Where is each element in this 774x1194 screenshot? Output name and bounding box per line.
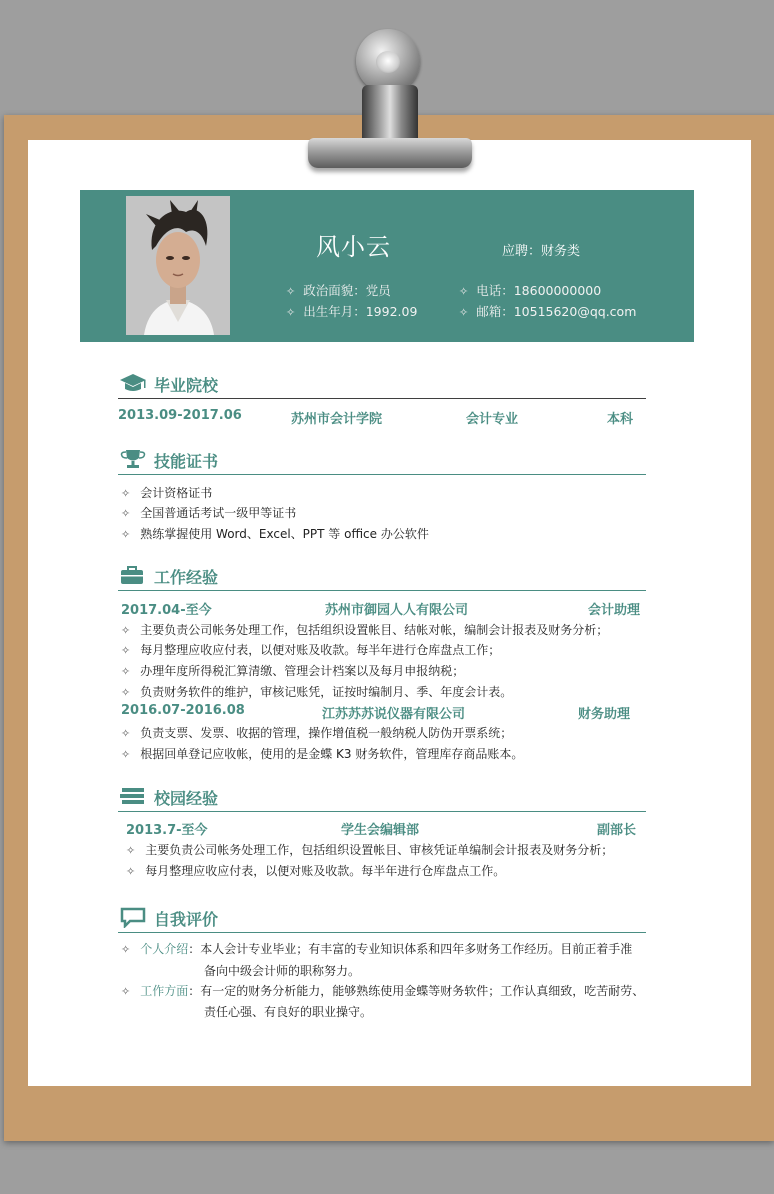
- sparkle-bullet-icon: ✧: [121, 727, 131, 740]
- applied-position: 应聘：财务类: [502, 244, 581, 259]
- job-duty: ✧ 每月整理应收应付表，以便对账及收款。每半年进行仓库盘点工作；: [121, 643, 501, 657]
- work-section-title: 工作经验: [118, 562, 646, 591]
- campus-org: 学生会编辑部: [341, 823, 420, 838]
- job-role: 会计助理: [588, 603, 641, 618]
- sparkle-bullet-icon: ✧: [126, 844, 136, 857]
- job-company: 苏州市御园人人有限公司: [325, 603, 469, 618]
- sparkle-bullet-icon: ✧: [121, 624, 131, 637]
- job-period: 2017.04-至今: [121, 603, 212, 618]
- campus-duty: ✧ 每月整理应收应付表，以便对账及收款。每半年进行仓库盘点工作。: [126, 864, 506, 878]
- education-period: 2013.09-2017.06: [118, 408, 242, 423]
- sparkle-bullet-icon: ✧: [286, 306, 296, 319]
- sparkle-bullet-icon: ✧: [459, 306, 469, 319]
- sparkle-bullet-icon: ✧: [121, 665, 131, 678]
- self-work-cont: 责任心强、有良好的职业操守。: [204, 1005, 373, 1019]
- graduation-cap-icon: [118, 372, 148, 394]
- education-degree: 本科: [607, 412, 634, 427]
- email-address: ✧ 邮箱：10515620@qq.com: [459, 304, 637, 319]
- job-duty: ✧ 根据回单登记应收帐，使用的是金蝶 K3 财务软件，管理库存商品账本。: [121, 747, 524, 761]
- self-eval-section-title: 自我评价: [118, 904, 646, 933]
- birth-date: ✧ 出生年月：1992.09: [286, 304, 418, 319]
- candidate-name: 风小云: [316, 233, 391, 261]
- self-work: ✧ 工作方面：有一定的财务分析能力，能够熟练使用金蝶等财务软件；工作认真细致，吃苦耐劳、: [121, 984, 645, 998]
- sparkle-bullet-icon: ✧: [121, 686, 131, 699]
- job-duty: ✧ 办理年度所得税汇算清缴、管理会计档案以及每月申报纳税；: [121, 664, 465, 678]
- books-icon: [118, 785, 148, 807]
- sparkle-bullet-icon: ✧: [121, 487, 131, 500]
- campus-duty: ✧ 主要负责公司帐务处理工作，包括组织设置帐目、审核凭证单编制会计报表及财务分析；: [126, 843, 614, 857]
- campus-section-title: 校园经验: [118, 783, 646, 812]
- campus-period: 2013.7-至今: [126, 823, 208, 838]
- self-intro: ✧ 个人介绍：本人会计专业毕业；有丰富的专业知识体系和四年多财务工作经历。目前正着手准: [121, 942, 633, 956]
- education-major: 会计专业: [466, 412, 519, 427]
- speech-bubble-icon: [118, 906, 148, 928]
- sparkle-bullet-icon: ✧: [121, 985, 131, 998]
- political-status: ✧ 政治面貌：党员: [286, 283, 391, 298]
- job-duty: ✧ 主要负责公司帐务处理工作，包括组织设置帐目、结帐对帐，编制会计报表及财务分析；: [121, 623, 609, 637]
- skills-section-title: 技能证书: [118, 446, 646, 475]
- self-intro-cont: 备向中级会计师的职称努力。: [204, 964, 361, 978]
- skill-item: ✧ 会计资格证书: [121, 486, 213, 500]
- briefcase-icon: [118, 564, 148, 586]
- job-period: 2016.07-2016.08: [121, 703, 245, 718]
- job-role: 财务助理: [578, 707, 631, 722]
- profile-photo: [126, 196, 230, 335]
- job-duty: ✧ 负责财务软件的维护，审核记账凭，证按时编制月、季、年度会计表。: [121, 685, 513, 699]
- skill-item: ✧ 全国普通话考试一级甲等证书: [121, 506, 297, 520]
- sparkle-bullet-icon: ✧: [286, 285, 296, 298]
- job-duty: ✧ 负责支票、发票、收据的管理，操作增值税一般纳税人防伪开票系统；: [121, 726, 513, 740]
- skill-item: ✧ 熟练掌握使用 Word、Excel、PPT 等 office 办公软件: [121, 527, 429, 541]
- campus-role: 副部长: [597, 823, 637, 838]
- education-section-title: 毕业院校: [118, 370, 646, 399]
- sparkle-bullet-icon: ✧: [126, 865, 136, 878]
- trophy-icon: [118, 448, 148, 470]
- sparkle-bullet-icon: ✧: [121, 644, 131, 657]
- education-school: 苏州市会计学院: [291, 412, 383, 427]
- sparkle-bullet-icon: ✧: [121, 507, 131, 520]
- job-company: 江苏苏苏说仪器有限公司: [322, 707, 466, 722]
- phone-number: ✧ 电话：18600000000: [459, 283, 602, 298]
- sparkle-bullet-icon: ✧: [121, 943, 131, 956]
- sparkle-bullet-icon: ✧: [121, 748, 131, 761]
- binder-clip: [300, 25, 480, 185]
- sparkle-bullet-icon: ✧: [459, 285, 469, 298]
- sparkle-bullet-icon: ✧: [121, 528, 131, 541]
